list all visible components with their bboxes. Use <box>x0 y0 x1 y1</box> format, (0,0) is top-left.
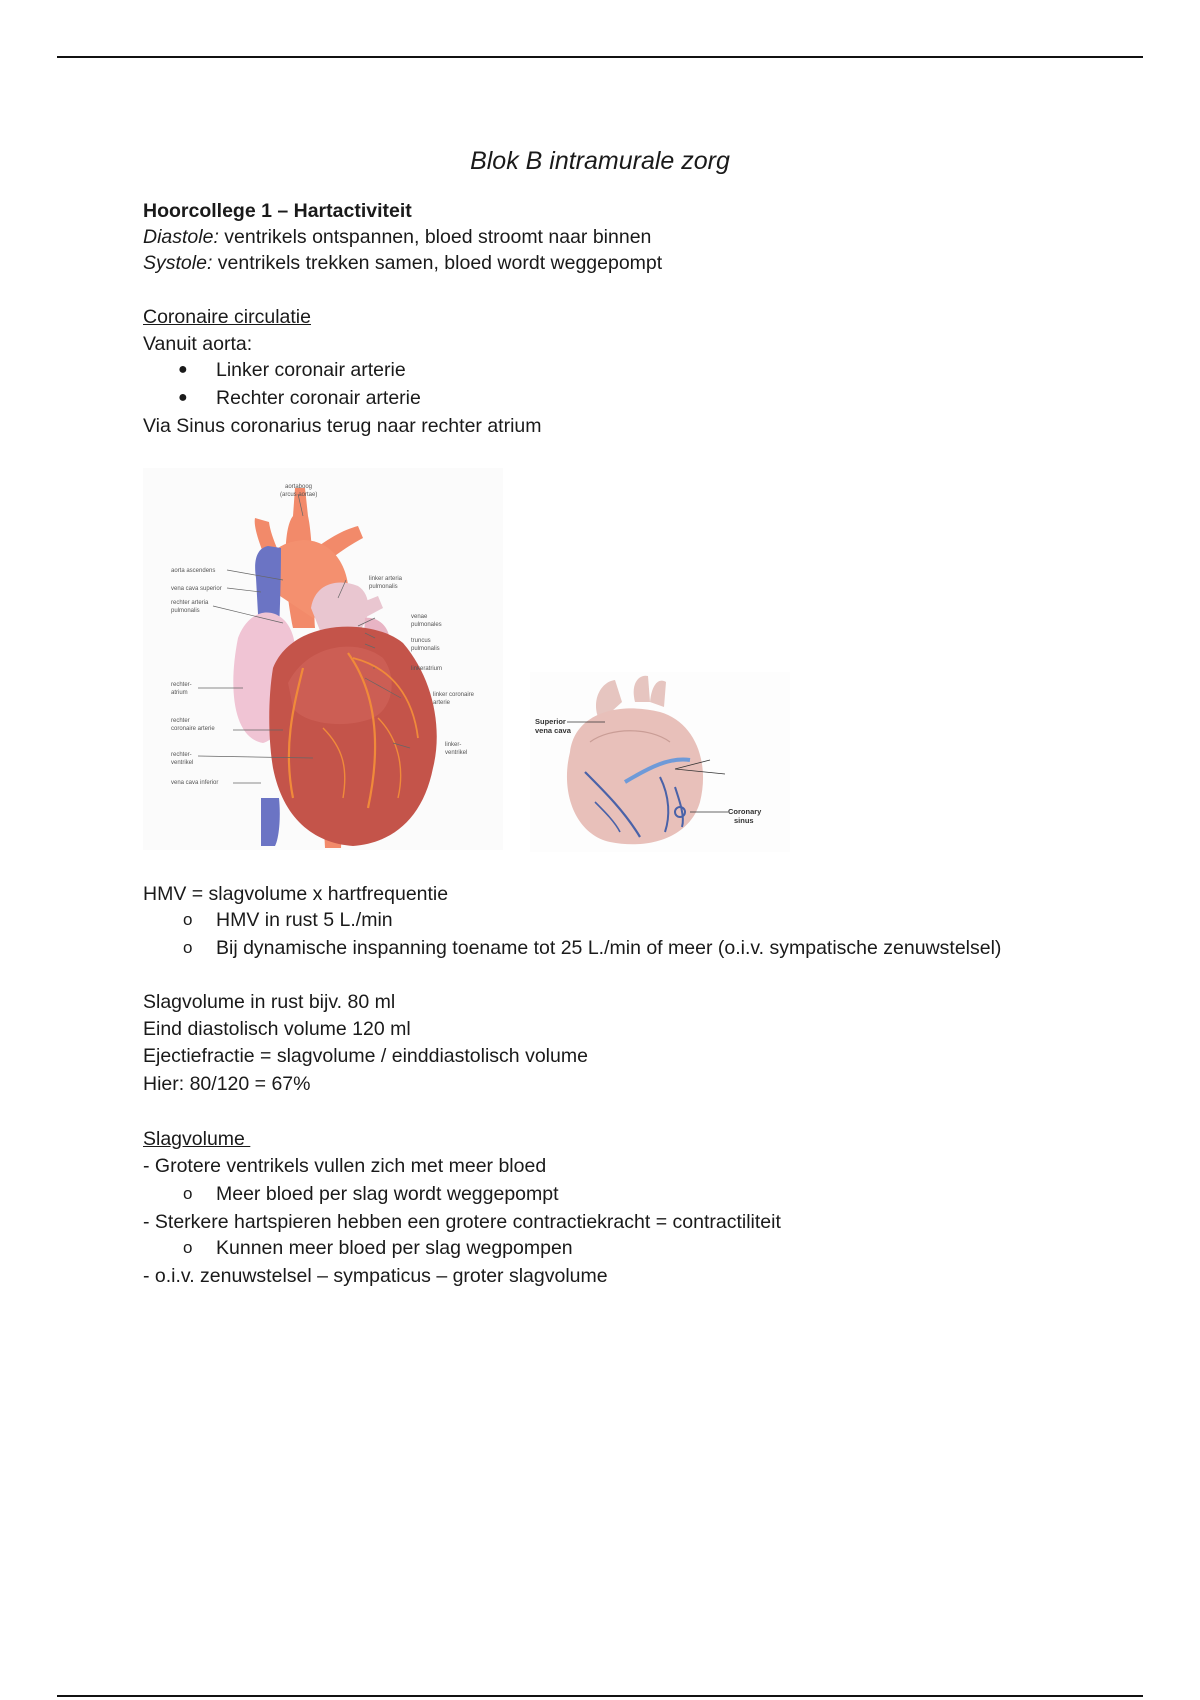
bullet-marker: ● <box>178 361 188 378</box>
label-linker-coronaire: linker coronaire <box>433 692 475 698</box>
coronary-bullet-2: Rechter coronair arterie <box>216 387 421 409</box>
label-venae-2: pulmonales <box>411 622 442 628</box>
sub-marker: o <box>183 910 193 929</box>
bullet-marker: ● <box>178 389 188 406</box>
sub-marker: o <box>183 938 193 957</box>
label-sinus: sinus <box>734 816 754 825</box>
lecture-heading: Hoorcollege 1 – Hartactiviteit <box>143 200 412 222</box>
label-rechter-ventrikel-2: ventrikel <box>171 760 194 766</box>
hmv-item-1: HMV in rust 5 L./min <box>216 909 393 931</box>
systole-text: ventrikels trekken samen, bloed wordt weggepompt <box>212 252 663 274</box>
label-rechter-atrium: rechter- <box>171 682 192 688</box>
label-aortaboog: aortaboog <box>285 484 313 490</box>
label-venae: venae <box>411 614 428 620</box>
label-truncus: truncus <box>411 638 431 644</box>
label-rechter-atrium-2: atrium <box>171 690 188 696</box>
top-rule <box>57 56 1143 58</box>
diastole-text: ventrikels ontspannen, bloed stroomt naar binnen <box>218 226 652 248</box>
slagvolume-line-1: - Grotere ventrikels vullen zich met meer bloed <box>143 1155 547 1177</box>
coronary-intro: Vanuit aorta: <box>143 333 253 355</box>
slagvolume-heading: Slagvolume <box>143 1128 251 1150</box>
systole-line <box>143 250 662 276</box>
label-rechter-coronaire-2: coronaire arterie <box>171 726 215 732</box>
bottom-rule <box>57 1695 1143 1697</box>
systole-term: Systole: <box>143 252 213 274</box>
stroke-line-1: Slagvolume in rust bijv. 80 ml <box>143 991 396 1013</box>
label-vena-cava: vena cava <box>535 726 571 735</box>
slagvolume-line-3: - o.i.v. zenuwstelsel – sympaticus – groter slagvolume <box>143 1265 608 1287</box>
hmv-item-2: Bij dynamische inspanning toename tot 25 L./min of meer (o.i.v. sympatische zenuwstelsel) <box>216 937 1002 959</box>
sub-marker: o <box>183 1238 193 1257</box>
label-superior: Superior <box>535 717 566 726</box>
coronary-bullet-1: Linker coronair arterie <box>216 359 406 381</box>
label-linker-arteria-2: pulmonalis <box>369 584 398 590</box>
label-aorta-ascendens: aorta ascendens <box>171 568 216 574</box>
stroke-line-3: Ejectiefractie = slagvolume / einddiastolisch volume <box>143 1045 588 1067</box>
slagvolume-sub-1: Meer bloed per slag wordt weggepompt <box>216 1183 559 1205</box>
slagvolume-sub-2: Kunnen meer bloed per slag wegpompen <box>216 1237 573 1259</box>
coronary-heading: Coronaire circulatie <box>143 306 311 328</box>
document-title: Blok B intramurale zorg <box>470 147 730 175</box>
label-linker-ventrikel: linker- <box>445 742 462 748</box>
diastole-term: Diastole: <box>143 226 219 248</box>
label-rechter-coronaire: rechter <box>171 718 190 724</box>
coronary-sinus-figure <box>530 672 790 852</box>
label-rechter-arteria-2: pulmonalis <box>171 608 200 614</box>
label-linker-arteria: linker arteria <box>369 576 403 582</box>
sub-marker: o <box>183 1184 193 1203</box>
label-linkeratrium: linkeratrium <box>411 666 443 672</box>
label-linker-coronaire-2: arterie <box>433 700 451 706</box>
label-truncus-2: pulmonalis <box>411 646 440 652</box>
stroke-line-2: Eind diastolisch volume 120 ml <box>143 1018 411 1040</box>
label-vena-cava-inferior: vena cava inferior <box>171 780 219 786</box>
heart-anatomy-figure <box>143 468 503 850</box>
label-rechter-arteria: rechter arteria <box>171 600 209 606</box>
diastole-line <box>143 224 651 250</box>
label-vena-cava-superior: vena cava superior <box>171 586 222 592</box>
label-arcus-aortae: (arcus aortae) <box>280 492 318 498</box>
stroke-line-4: Hier: 80/120 = 67% <box>143 1073 311 1095</box>
label-coronary: Coronary <box>728 807 762 816</box>
label-linker-ventrikel-2: ventrikel <box>445 750 468 756</box>
hmv-formula: HMV = slagvolume x hartfrequentie <box>143 883 449 905</box>
label-rechter-ventrikel: rechter- <box>171 752 192 758</box>
slagvolume-line-2: - Sterkere hartspieren hebben een grotere contractiekracht = contractiliteit <box>143 1211 781 1233</box>
coronary-return: Via Sinus coronarius terug naar rechter atrium <box>143 415 542 437</box>
